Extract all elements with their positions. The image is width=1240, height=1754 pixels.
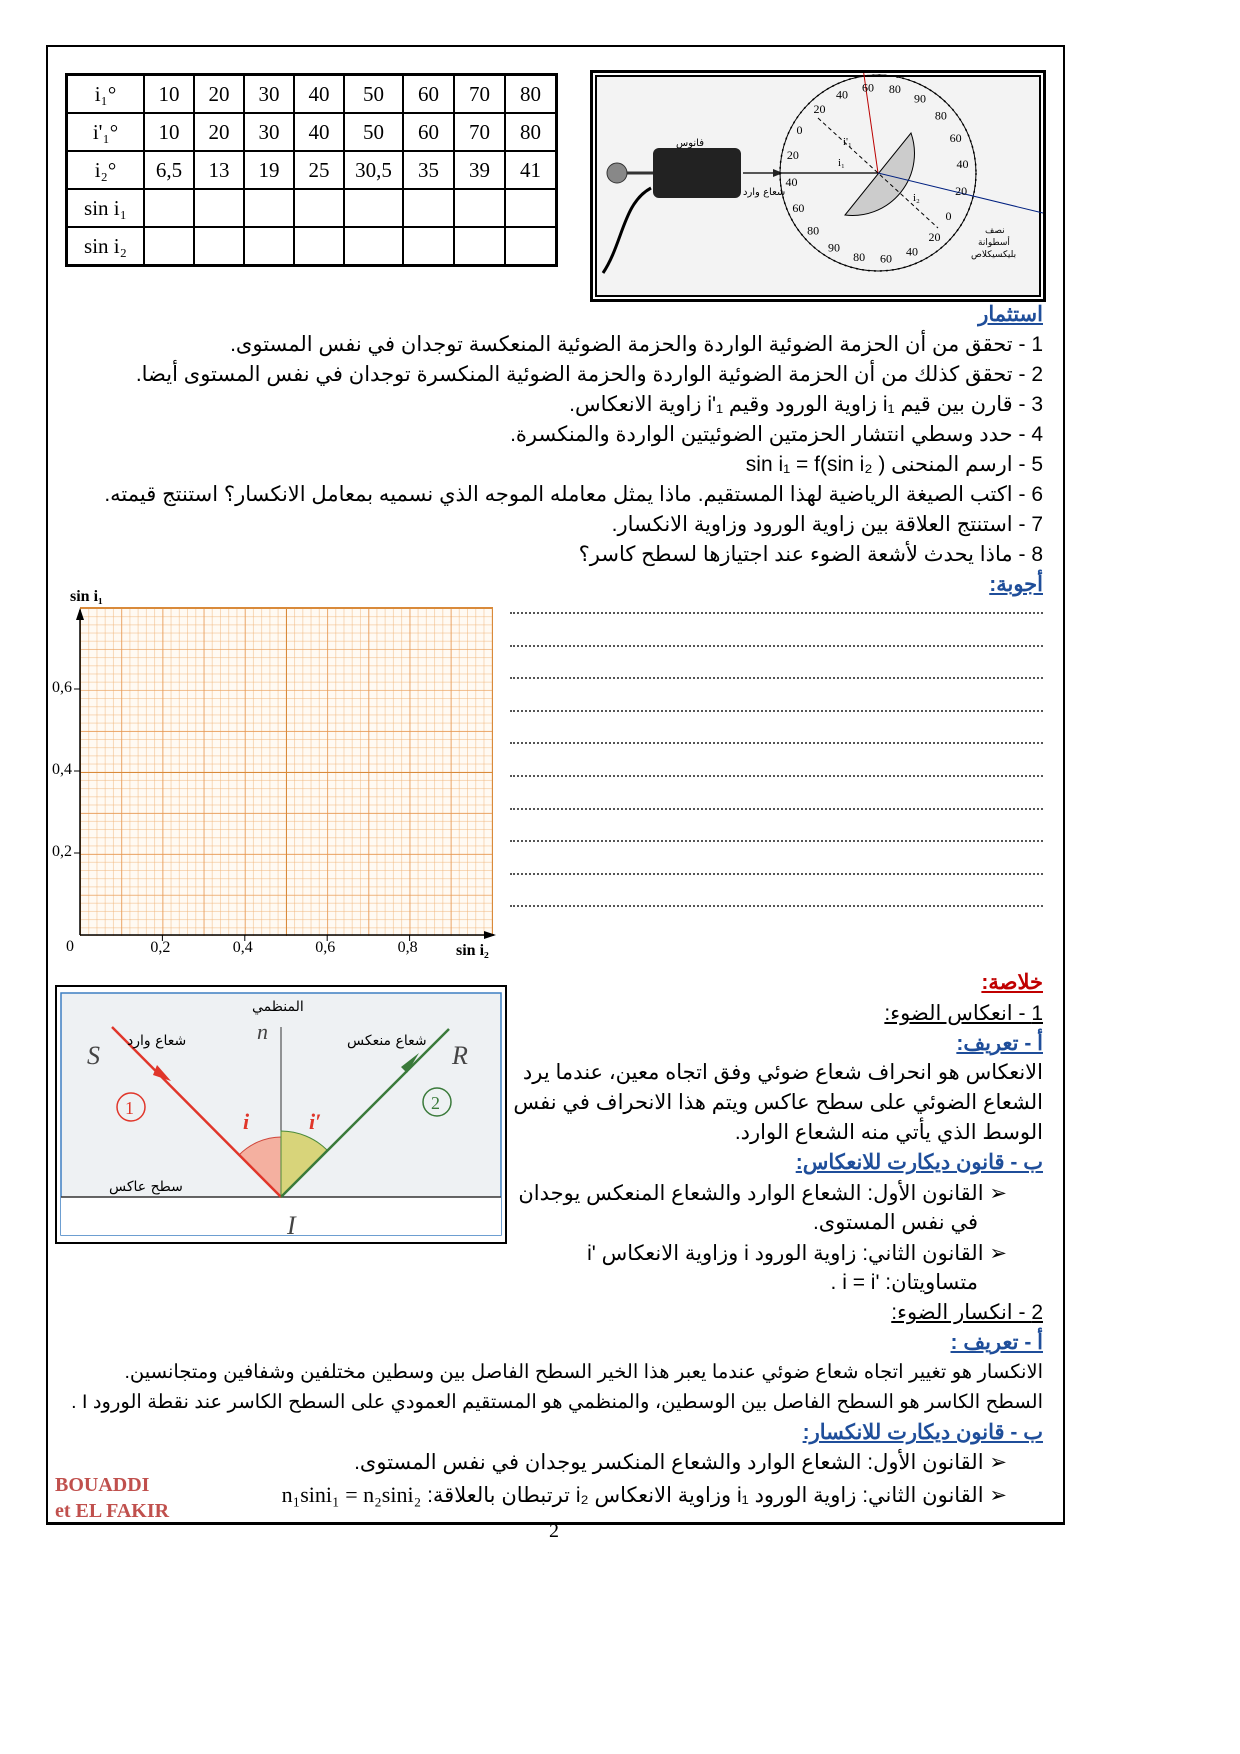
incident-label: شعاع وارد (127, 1033, 187, 1049)
answer-line[interactable] (510, 808, 1043, 810)
normal-n-label: n (257, 1019, 268, 1044)
y-tick-label: 0,4 (52, 761, 72, 778)
angle-i1-label: i₁ (838, 157, 845, 169)
scale-label: 80 (807, 223, 820, 238)
row-header: i'₁° (67, 113, 145, 151)
author-2: et EL FAKIR (55, 1500, 170, 1522)
reflection-law-title: ب - قانون ديكارت للانعكاس: (795, 1151, 1043, 1174)
incident-ray-label: شعاع وارد (743, 187, 786, 198)
x-tick-label: 0,6 (315, 939, 336, 956)
table-cell: 60 (403, 75, 454, 114)
section-reflection: 1 - انعكاس الضوء: (884, 1002, 1043, 1025)
author-1: BOUADDI (55, 1474, 150, 1496)
point-i: I (287, 1211, 296, 1240)
half-cylinder-label: بليكسيكلاص (971, 250, 1017, 260)
table-cell: 20 (194, 75, 244, 114)
reflection-law-1-cont: في نفس المستوى. (812, 1211, 978, 1234)
table-cell: 30,5 (344, 151, 403, 189)
section-refraction: 2 - انكسار الضوء: (891, 1301, 1043, 1324)
lamp-body (653, 148, 741, 198)
normal-label: المنظمي (252, 999, 304, 1015)
question-item: 8 - ماذا يحدث لأشعة الضوء عند اجتيازها لسطح كاسر؟ (578, 543, 1043, 566)
law-text: القانون الثاني: زاوية الورود i₁ وزاوية الانعكاس i₂ ترتبطان بالعلاقة: (427, 1484, 984, 1507)
row-header: sin i₁ (67, 189, 145, 227)
reflection-law-1 (518, 1181, 1007, 1206)
table-cell: 40 (294, 113, 344, 151)
half-cylinder-label: نصف (985, 226, 1005, 236)
answer-line[interactable] (510, 742, 1043, 744)
angle-ip-label: i′ (309, 1109, 322, 1134)
reflected-label: شعاع منعكس (347, 1033, 427, 1049)
question-item: 2 - تحقق كذلك من أن الحزمة الضوئية الواردة والحزمة الضوئية المنكسرة توجدان في نفس المستوى أيضا. (135, 363, 1043, 386)
law-text: القانون الثاني: زاوية الورود i وزاوية الانعكاس 'i (587, 1242, 984, 1265)
table-cell: 35 (403, 151, 454, 189)
scale-label: 80 (934, 108, 947, 123)
scale-label: 60 (879, 251, 892, 266)
scale-label: 40 (785, 174, 798, 189)
answer-line[interactable] (510, 775, 1043, 777)
table-cell: 80 (505, 113, 557, 151)
reflection-diagram (55, 985, 507, 1244)
origin-label: 0 (66, 938, 74, 955)
half-cylinder (845, 133, 914, 215)
row-header: sin i₂ (67, 227, 145, 266)
table-cell: 10 (144, 113, 194, 151)
table-cell: 80 (505, 75, 557, 114)
scale-label: 90 (914, 91, 926, 106)
point-s: S (87, 1041, 100, 1070)
definition-line: الانكسار هو تغيير اتجاه شعاع ضوئي عندما يعبر هذا الخير السطح الفاصل بين وسطين مختلفين وشفافين ومتجانسين. (124, 1361, 1043, 1383)
definition-line: السطح الكاسر هو السطح الفاصل بين الوسطين، والمنظمي هو المستقيم العمودي على السطح الكاسر عند نقطة الورود I . (71, 1391, 1043, 1413)
page-number: 2 (549, 1520, 559, 1542)
experiment-illustration (593, 73, 1043, 299)
refraction-law-title: ب - قانون ديكارت للانكسار: (802, 1421, 1043, 1444)
question-item: 7 - استنتج العلاقة بين زاوية الورود وزاوية الانكسار. (611, 513, 1043, 536)
exploit-title: استثمار (978, 303, 1043, 326)
scale-label: 40 (956, 157, 969, 172)
bullet-icon: ➢ (989, 1182, 1007, 1205)
ray-1-number: 1 (125, 1098, 134, 1118)
row-header: i₂° (67, 151, 145, 189)
answers-title: أجوبة: (989, 573, 1043, 596)
x-tick-label: 0,4 (232, 939, 253, 956)
scale-label: 80 (888, 81, 901, 96)
reflection-illustration (57, 987, 505, 1242)
scale-label: 60 (949, 131, 962, 146)
refraction-definition-title: أ - تعريف : (950, 1331, 1043, 1354)
angle-i-label: i (243, 1109, 250, 1134)
scale-label: 60 (792, 200, 805, 215)
table-cell: 70 (454, 113, 505, 151)
scale-label: 0 (945, 209, 952, 223)
surface-label: سطح عاكس (109, 1179, 183, 1195)
table-cell: 50 (344, 113, 403, 151)
reflection-law-2-cont: متساويتان: 'i = i . (830, 1271, 978, 1294)
y-tick-label: 0,6 (52, 679, 72, 696)
answer-line[interactable] (510, 645, 1043, 647)
table-cell: 39 (454, 151, 505, 189)
ray-2-number: 2 (431, 1093, 440, 1113)
scale-label: 20 (786, 148, 799, 163)
lamp-label: فانوس (676, 138, 704, 149)
lamp-knob (607, 163, 627, 183)
answer-line[interactable] (510, 710, 1043, 712)
law-text: القانون الأول: الشعاع الوارد والشعاع المنعكس يوجدان (518, 1182, 984, 1205)
scale-label: 20 (928, 229, 941, 244)
question-item: 5 - ارسم المنحنى sin i₁ = f(sin i₂ ) (745, 453, 1043, 476)
table-cell: 10 (144, 75, 194, 114)
table-cell: 60 (403, 113, 454, 151)
row-header: i₁° (67, 75, 145, 114)
chart-axes (0, 0, 520, 980)
answer-line[interactable] (510, 905, 1043, 907)
snell-formula: n₁sini₁ = n₂sini₂ (281, 1482, 422, 1507)
reflection-law-2 (587, 1241, 1007, 1266)
scale-label: 20 (955, 183, 968, 198)
authors (55, 1472, 169, 1524)
table-cell: 6,5 (144, 151, 194, 189)
y-tick-label: 0,2 (52, 843, 72, 860)
definition-line: الشعاع الضوئي على سطح عاكس ويتم هذا الانحراف في نفس (513, 1091, 1043, 1114)
y-axis-label: sin i₁ (70, 588, 103, 605)
scale-label: 40 (905, 244, 918, 259)
table-cell: 30 (244, 75, 294, 114)
definition-line: الانعكاس هو انحراف شعاع ضوئي وفق اتجاه معين، عندما يرد (522, 1061, 1043, 1084)
bullet-icon: ➢ (989, 1242, 1007, 1265)
definition-line: الوسط الذي يأتي منه الشعاع الوارد. (734, 1121, 1043, 1144)
scale-label: 40 (836, 87, 849, 102)
refraction-law-1 (354, 1450, 1007, 1475)
bullet-icon: ➢ (989, 1484, 1007, 1507)
scale-label: 80 (853, 250, 866, 265)
answer-line[interactable] (510, 873, 1043, 875)
table-cell: 30 (244, 113, 294, 151)
x-axis-arrow (484, 931, 496, 939)
answer-line[interactable] (510, 840, 1043, 842)
table-cell: 70 (454, 75, 505, 114)
experiment-figure (590, 70, 1046, 302)
answer-line[interactable] (510, 612, 1043, 614)
x-tick-label: 0,8 (397, 939, 418, 956)
summary-title: خلاصة: (981, 971, 1043, 994)
table-cell: 13 (194, 151, 244, 189)
reflection-definition-title: أ - تعريف: (956, 1032, 1043, 1055)
scale-label: 90 (828, 240, 840, 255)
law-text: القانون الأول: الشعاع الوارد والشعاع المنكسر يوجدان في نفس المستوى. (354, 1451, 984, 1474)
question-item: 1 - تحقق من أن الحزمة الضوئية الواردة والحزمة الضوئية المنعكسة توجدان في نفس المستوى. (230, 333, 1043, 356)
point-r: R (452, 1041, 468, 1070)
table-cell: 19 (244, 151, 294, 189)
table-cell: 25 (294, 151, 344, 189)
question-item: 6 - اكتب الصيغة الرياضية لهذا المستقيم. ماذا يمثل معامله الموجه الذي نسميه بمعامل الانكسار؟ استنتج قيمته. (104, 483, 1043, 506)
refraction-law-2 (282, 1482, 1007, 1508)
cable (603, 188, 651, 273)
angle-i2-label: i₂ (913, 192, 920, 204)
angle-i1p-label: i'₁ (843, 136, 852, 148)
scale-label: 20 (813, 102, 826, 117)
half-cylinder-label: أسطوانة (978, 238, 1010, 248)
table-cell: 50 (344, 75, 403, 114)
table-cell: 41 (505, 151, 557, 189)
table-cell: 40 (294, 75, 344, 114)
question-item: 4 - حدد وسطي انتشار الحزمتين الضوئيتين الواردة والمنكسرة. (510, 423, 1043, 446)
x-axis-label: sin i₂ (456, 942, 489, 959)
y-axis-arrow (76, 608, 84, 620)
scale-label: 0 (796, 123, 803, 137)
bullet-icon: ➢ (989, 1451, 1007, 1474)
scale-label: 60 (862, 80, 875, 95)
table-cell: 20 (194, 113, 244, 151)
question-item: 3 - قارن بين قيم i₁ زاوية الورود وقيم i'₁ زاوية الانعكاس. (569, 393, 1043, 416)
answer-line[interactable] (510, 677, 1043, 679)
x-tick-label: 0,2 (150, 939, 171, 956)
